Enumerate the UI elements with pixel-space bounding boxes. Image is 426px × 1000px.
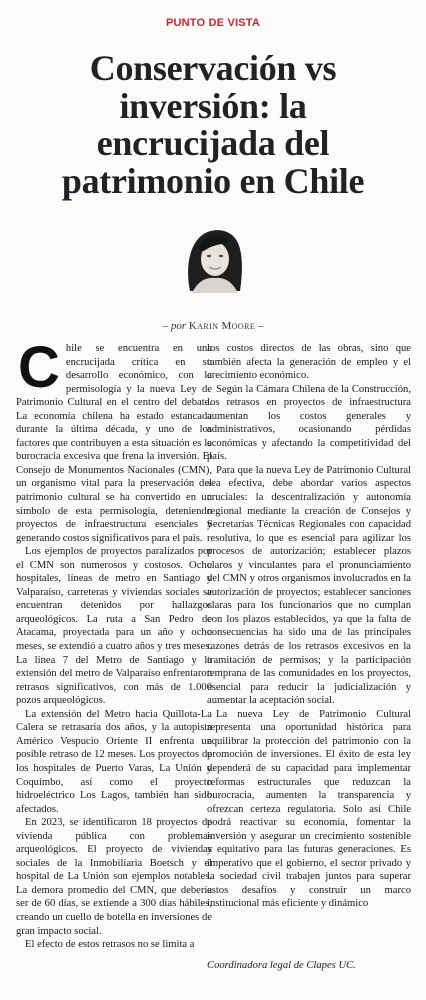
paragraph: En 2023, se identificaron 18 proyectos de vivienda pública con problemas arqueológicos. El proyecto de viviendas sociales de la Inmobiliaria Boetsch y el hospital de La Unión son ejemplos notables. La demora promedio del CMN, que debería ser de 60 días, se extiende a 300 días hábiles, creando un cuello de botella en inversiones de gran impacto social. [16, 817, 212, 937]
byline [0, 320, 426, 332]
paragraph: La extensión del Metro hacia Quillota-La Calera se retrasaría dos años, y la autopista Américo Vespucio Oriente II enfrenta un posible retraso de 12 meses. Los proyectos de los hospitales de Puerto Varas, La Unión y Coquimbo, así como el proyecto hidroeléctrico Los Lagos, también han sido afectados. [16, 708, 212, 815]
article-column-right [207, 342, 411, 911]
headline-line: inversión: la [119, 85, 307, 126]
headline [20, 50, 406, 200]
headline-line: encrucijada del [96, 123, 330, 163]
paragraph: La nueva Ley de Patrimonio Cultural representa una oportunidad histórica para equilibrar la protección del patrimonio con la promoción de inversiones. El éxito de esta ley dependerá de su capacidad para implementar reformas estructurales que reduzcan la burocracia, aumenten la transparencia y ofrezcan certeza regulatoria. Solo así Chile podrá reactivar su economía, fomentar la inversión y asegurar un crecimiento sostenible y equitativo para las futuras generaciones. Es imperativo que el gobierno, el sector privado y la sociedad civil trabajen juntos para superar estos desafíos y construir un marco institucional más eficiente y dinámico [207, 708, 411, 910]
section-label: PUNTO DE VISTA [165, 17, 261, 29]
article-column-left [16, 335, 212, 952]
paragraph: Según la Cámara Chilena de la Construcción, los retrasos en proyectos de infraestructura aumentan los costos generales y administrativos, ocasionando pérdidas económicas y afectando la competitividad del país. [207, 383, 411, 463]
headline-line: patrimonio en Chile [61, 160, 365, 201]
paragraph: los costos directos de las obras, sino que también afecta la generación de empleo y el crecimiento económico. [207, 343, 411, 382]
headline-line: Conservación vs [89, 48, 337, 88]
author-signature: Coordinadora legal de Clapes UC. [207, 960, 356, 971]
byline-suffix: – [255, 320, 264, 332]
paragraph [16, 335, 212, 545]
paragraph: Para que la nueva Ley de Patrimonio Cultural sea efectiva, debe abordar varios aspectos cruciales: la descentralización y autonomía regional mediante la creación de Consejos y Secretarías Técnicas Regionales con capacidad resolutiva, lo que es esencial para agilizar los procesos de autorización; establecer plazos claros y vinculantes para el pronunciamiento del CMN y otros organismos involucrados en la autorización de proyectos; establecer sanciones claras para los funcionarios que no cumplan con los plazos establecidos, ya que la falta de consecuencias ha sido una de las principales razones detrás de los retrasos excesivos en la tramitación de permisos; y la participación temprana de las comunidades en los proyectos, esencial para reducir la judicialización y aumentar la aceptación social. [207, 464, 411, 707]
author-portrait [178, 221, 248, 293]
byline-author: Karin Moore [188, 320, 256, 332]
byline-prefix: – por [162, 320, 189, 332]
paragraph: Los ejemplos de proyectos paralizados por el CMN son numerosos y costosos. Ocho hospitales, líneas de metro en Santiago y Valparaíso, carreteras y viviendas sociales se encuentran detenidos por hallazgos arqueológicos. La ruta a San Pedro de Atacama, proyectada para un año y ocho meses, se extendió a cuatro años y tres meses. La línea 7 del Metro de Santiago y la extensión del metro de Valparaíso enfrentaron retrasos significativos, con más de 1.000 pozos arqueológicos. [16, 546, 212, 707]
paragraph-text: hile se encuentra en una encrucijada crítica en su desarrollo económico, con la permisología y la nueva Ley de Patrimonio Cultural en el centro del debate. La economía chilena ha estado estancada durante la última década, y uno de los factores que contribuyen a esta situación es la burocracia excesiva que frena la inversión. El Consejo de Monumentos Nacionales (CMN), un organismo vital para la preservación del patrimonio cultural se ha convertido en un símbolo de esta permisología, deteniendo proyectos de infraestructura esenciales y generando costos significativos para el país. [16, 343, 212, 544]
drop-cap: C [18, 335, 60, 400]
paragraph: El efecto de estos retrasos no se limita a [25, 939, 195, 951]
